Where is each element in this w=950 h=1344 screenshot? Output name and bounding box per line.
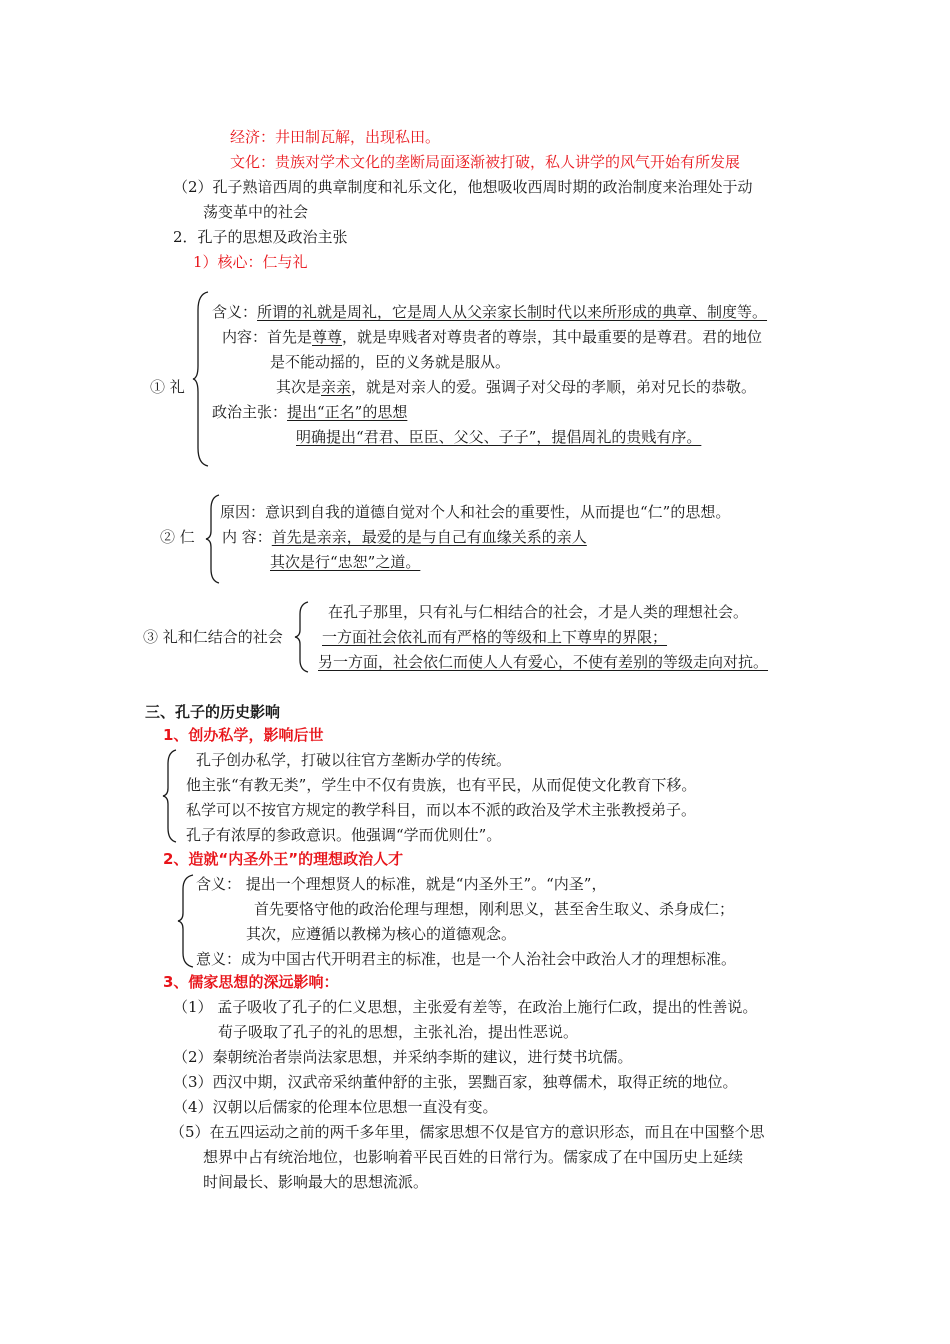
paragraph-2-line2: 荡变革中的社会 bbox=[203, 203, 309, 221]
sub3-item: （5）在五四运动之前的两千多年里，儒家思想不仅是官方的意识形态，而且在中国整个思 bbox=[170, 1123, 765, 1141]
sub1-item: 私学可以不按官方规定的教学科目，而以本不派的政治及学术主张教授弟子。 bbox=[186, 801, 697, 819]
economy-line: 经济：井田制瓦解，出现私田。 bbox=[230, 128, 441, 146]
li-content-term: 尊尊 bbox=[312, 328, 343, 346]
ren-content bbox=[222, 527, 587, 547]
sub3-item: 时间最长、影响最大的思想流派。 bbox=[203, 1173, 429, 1191]
paragraph-2-line1: （2）孔子熟谙西周的典章制度和礼乐文化，他想吸收西周时期的政治制度来治理处于动 bbox=[173, 178, 753, 196]
ren-content-prefix: 内 容： bbox=[222, 528, 272, 546]
sub2-heading: 2、造就“内圣外王”的理想政治人才 bbox=[163, 850, 404, 868]
sub3-item: （2）秦朝统治者崇尚法家思想，并采纳李斯的建议，进行焚书坑儒。 bbox=[173, 1048, 633, 1066]
ren-content-line2: 其次是行“忠恕”之道。 bbox=[270, 553, 421, 571]
li-second-term: 亲亲 bbox=[321, 378, 352, 396]
sub2-line2: 首先要恪守他的政治伦理与理想，刚利思义，甚至舍生取义、杀身成仁； bbox=[254, 900, 735, 918]
li-content-rest: ，就是卑贱者对尊贵者的尊崇，其中最重要的是尊君。君的地位 bbox=[342, 328, 763, 346]
sub2-significance: 意义：成为中国古代开明君主的标准，也是一个人治社会中政治人才的理想标准。 bbox=[196, 950, 737, 968]
li-second-prefix: 其次是 bbox=[276, 378, 322, 396]
sub1-item: 孔子有浓厚的参政意识。他强调“学而优则仕”。 bbox=[186, 826, 502, 844]
combine-line1: 在孔子那里，只有礼与仁相结合的社会，才是人类的理想社会。 bbox=[328, 603, 749, 621]
li-policy bbox=[212, 402, 407, 422]
combine-line3: 另一方面，社会依仁而使人人有爱心，不使有差别的等级走向对抗。 bbox=[318, 653, 769, 671]
combine-brace bbox=[294, 600, 310, 674]
sub3-item: （3）西汉中期，汉武帝采纳董仲舒的主张，罢黜百家，独尊儒术，取得正统的地位。 bbox=[173, 1073, 738, 1091]
sub3-heading: 3、儒家思想的深远影响： bbox=[163, 973, 339, 991]
sub1-brace bbox=[162, 748, 178, 844]
sub2-meaning: 含义： 提出一个理想贤人的标准，就是“内圣外王”。“内圣”， bbox=[196, 875, 607, 893]
sub2-brace bbox=[177, 873, 195, 969]
li-meaning bbox=[212, 302, 767, 322]
section-3-heading: 三、孔子的历史影响 bbox=[145, 703, 281, 721]
ren-label: ② 仁 bbox=[160, 528, 195, 546]
sub3-item: （4）汉朝以后儒家的伦理本位思想一直没有变。 bbox=[173, 1098, 498, 1116]
li-label: ① 礼 bbox=[150, 378, 185, 396]
sub1-item: 他主张“有教无类”，学生中不仅有贵族，也有平民，从而促使文化教育下移。 bbox=[186, 776, 697, 794]
li-content bbox=[222, 327, 762, 347]
sub1-heading: 1、创办私学，影响后世 bbox=[163, 726, 324, 744]
sub3-item: 荀子吸取了孔子的礼的思想，主张礼治，提出性恶说。 bbox=[218, 1023, 579, 1041]
li-meaning-prefix: 含义： bbox=[212, 303, 258, 321]
core-heading: 1）核心：仁与礼 bbox=[193, 253, 308, 271]
sub3-item: 想界中占有统治地位，也影响着平民百姓的日常行为。儒家成了在中国历史上延续 bbox=[203, 1148, 744, 1166]
li-meaning-text: 所谓的礼就是周礼，它是周人从父亲家长制时代以来所形成的典章、制度等。 bbox=[257, 303, 768, 321]
combine-label: ③ 礼和仁结合的社会 bbox=[143, 628, 283, 646]
section-2-heading: 2．孔子的思想及政治主张 bbox=[173, 228, 348, 246]
li-content-line2: 是不能动摇的，臣的义务就是服从。 bbox=[270, 353, 511, 371]
li-brace bbox=[192, 290, 210, 468]
li-policy-line2: 明确提出“君君、臣臣、父父、子子”，提倡周礼的贵贱有序。 bbox=[296, 428, 702, 446]
combine-line2: 一方面社会依礼而有严格的等级和上下尊卑的界限； bbox=[322, 628, 668, 646]
ren-reason: 原因：意识到自我的道德自觉对个人和社会的重要性，从而提也“仁”的思想。 bbox=[220, 503, 731, 521]
culture-line: 文化：贵族对学术文化的垄断局面逐渐被打破，私人讲学的风气开始有所发展 bbox=[230, 153, 741, 171]
ren-content-text: 首先是亲亲，最爱的是与自己有血缘关系的亲人 bbox=[271, 528, 587, 546]
li-policy-prefix: 政治主张： bbox=[212, 403, 288, 421]
li-second-rest: ，就是对亲人的爱。强调子对父母的孝顺，弟对兄长的恭敬。 bbox=[351, 378, 757, 396]
sub3-item: （1） 孟子吸收了孔子的仁义思想，主张爱有差等，在政治上施行仁政，提出的性善说。 bbox=[173, 998, 758, 1016]
sub1-item: 孔子创办私学，打破以往官方垄断办学的传统。 bbox=[196, 751, 512, 769]
sub2-line3: 其次，应遵循以教梯为核心的道德观念。 bbox=[246, 925, 517, 943]
li-policy-text: 提出“正名”的思想 bbox=[287, 403, 408, 421]
li-content-prefix: 内容：首先是 bbox=[222, 328, 313, 346]
li-second bbox=[276, 377, 756, 397]
ren-brace bbox=[205, 493, 221, 585]
